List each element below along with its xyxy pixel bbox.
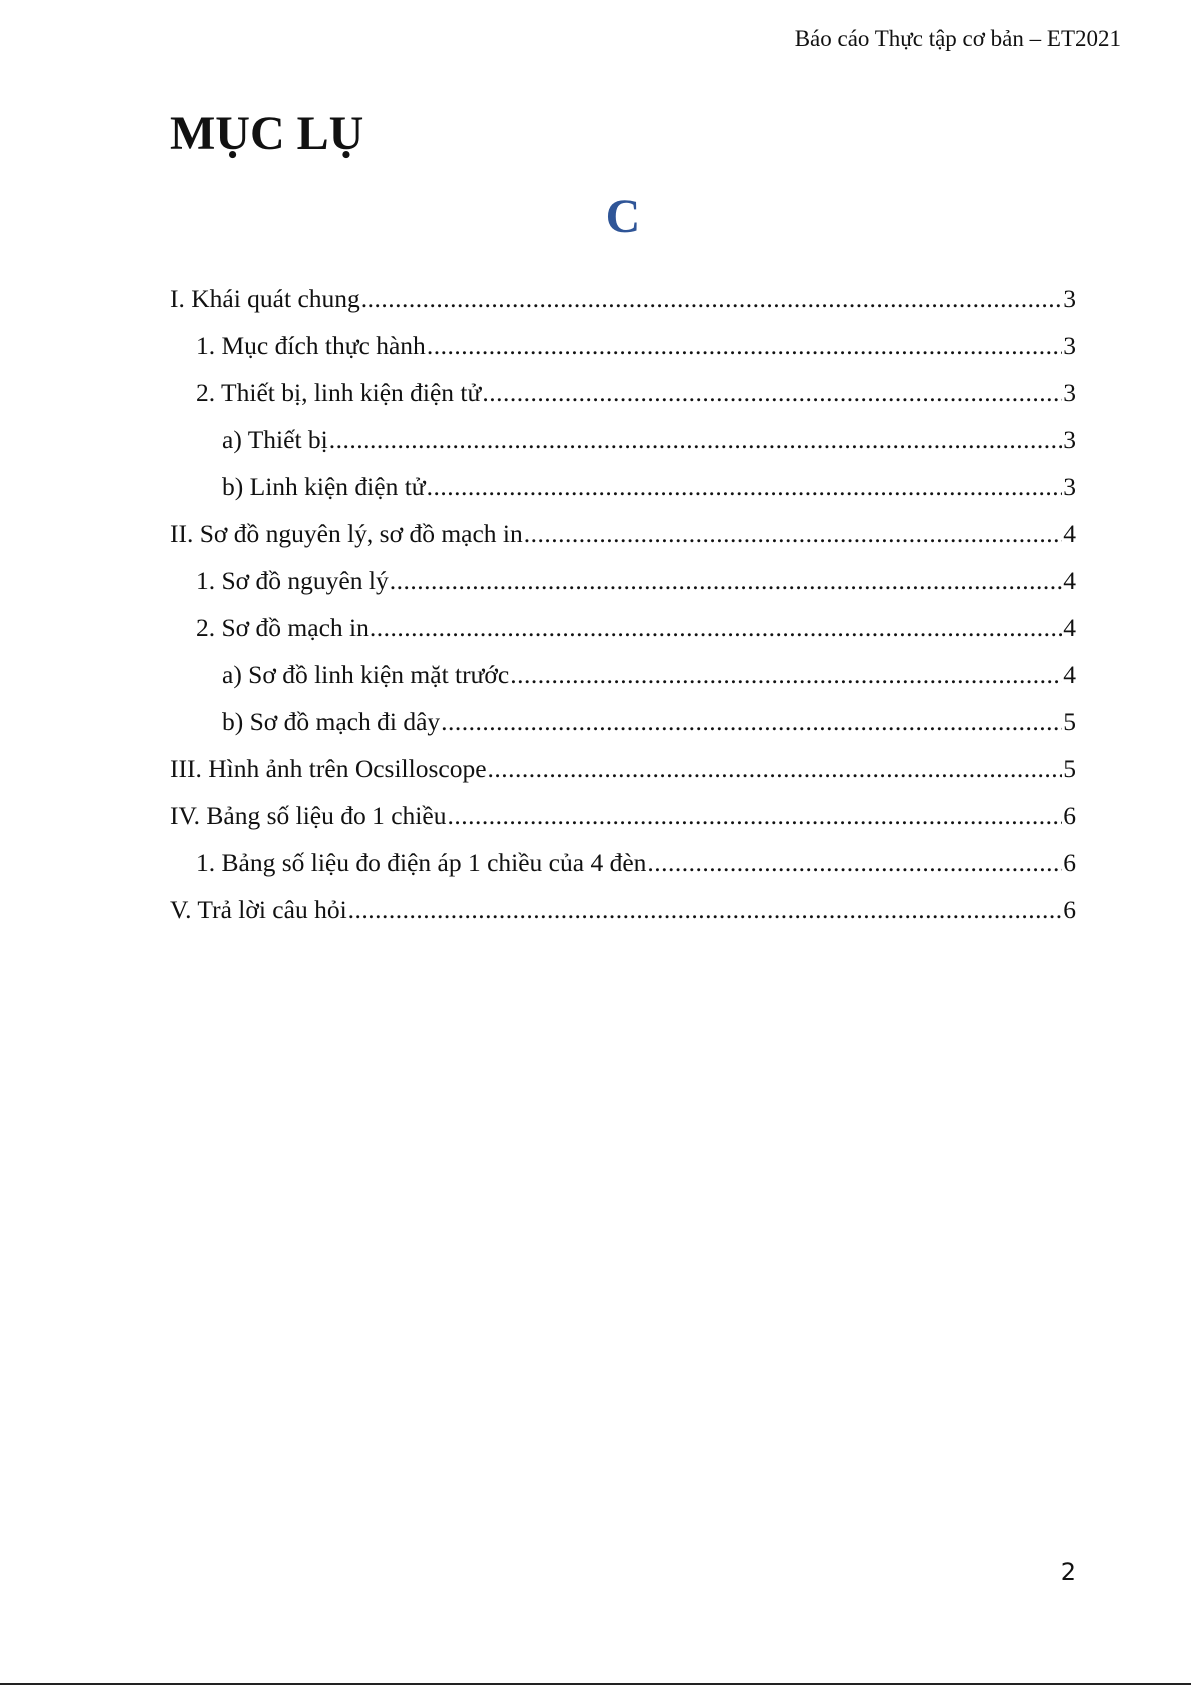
toc-entry[interactable] — [170, 425, 1076, 472]
toc-entry-page: 3 — [1063, 425, 1076, 454]
toc-entry-title: 1. Bảng số liệu đo điện áp 1 chiều của 4 đèn — [196, 848, 647, 877]
toc-entry-title: b) Sơ đồ mạch đi dây — [222, 707, 441, 736]
toc-entry[interactable] — [170, 284, 1076, 331]
toc-entry-title: b) Linh kiện điện tử — [222, 472, 426, 501]
toc-entry-title: 2. Thiết bị, linh kiện điện tử — [196, 378, 482, 407]
toc-entry[interactable] — [170, 754, 1076, 801]
toc-entry-page: 4 — [1063, 613, 1076, 642]
toc-dot-leader — [510, 660, 1062, 690]
toc-dot-leader — [427, 331, 1062, 361]
toc-entry-title: 2. Sơ đồ mạch in — [196, 613, 369, 642]
toc-entry-title: a) Thiết bị — [222, 425, 328, 454]
toc-dot-leader — [361, 284, 1062, 314]
toc-entry-page: 6 — [1063, 848, 1076, 877]
toc-entry[interactable] — [170, 472, 1076, 519]
toc-heading-tail: C — [605, 190, 641, 243]
toc-entry-title: 1. Mục đích thực hành — [196, 331, 426, 360]
toc-dot-leader — [488, 754, 1063, 784]
toc-entry-title: a) Sơ đồ linh kiện mặt trước — [222, 660, 510, 689]
toc-dot-leader — [427, 472, 1063, 502]
toc-entry[interactable] — [170, 895, 1076, 942]
toc-entry-page: 3 — [1063, 284, 1076, 313]
toc-entry-page: 4 — [1063, 519, 1076, 548]
toc-entry[interactable] — [170, 378, 1076, 425]
toc-dot-leader — [441, 707, 1062, 737]
toc-entry-title: I. Khái quát chung — [170, 284, 360, 313]
toc-entry[interactable] — [170, 613, 1076, 660]
toc-dot-leader — [647, 848, 1062, 878]
toc-entry[interactable] — [170, 848, 1076, 895]
toc-entry-page: 6 — [1063, 895, 1076, 924]
toc-entry-title: III. Hình ảnh trên Ocsilloscope — [170, 754, 487, 783]
toc-dot-leader — [524, 519, 1062, 549]
toc-entry-page: 3 — [1063, 331, 1076, 360]
toc-entry-page: 4 — [1063, 566, 1076, 595]
toc-entry-title: V. Trả lời câu hỏi — [170, 895, 347, 924]
toc-heading: MỤC LỤ — [170, 107, 364, 160]
toc-entry-title: IV. Bảng số liệu đo 1 chiều — [170, 801, 447, 830]
toc-entry[interactable] — [170, 519, 1076, 566]
toc-entry-title: 1. Sơ đồ nguyên lý — [196, 566, 389, 595]
toc-entry[interactable] — [170, 801, 1076, 848]
toc-dot-leader — [447, 801, 1062, 831]
toc-dot-leader — [390, 566, 1063, 596]
toc-entry-page: 3 — [1063, 378, 1076, 407]
toc-entry[interactable] — [170, 660, 1076, 707]
toc-dot-leader — [370, 613, 1062, 643]
toc-entry-title: II. Sơ đồ nguyên lý, sơ đồ mạch in — [170, 519, 523, 548]
toc-entry[interactable] — [170, 566, 1076, 613]
page-number: 2 — [1060, 1558, 1076, 1586]
toc-dot-leader — [329, 425, 1063, 455]
table-of-contents — [170, 284, 1076, 942]
toc-dot-leader — [482, 378, 1062, 408]
toc-entry[interactable] — [170, 331, 1076, 378]
toc-entry-page: 5 — [1063, 754, 1076, 783]
running-header: Báo cáo Thực tập cơ bản – ET2021 — [794, 26, 1121, 51]
toc-entry-page: 4 — [1063, 660, 1076, 689]
toc-entry-page: 6 — [1063, 801, 1076, 830]
toc-entry-page: 3 — [1063, 472, 1076, 501]
toc-dot-leader — [348, 895, 1063, 925]
toc-entry[interactable] — [170, 707, 1076, 754]
toc-entry-page: 5 — [1063, 707, 1076, 736]
